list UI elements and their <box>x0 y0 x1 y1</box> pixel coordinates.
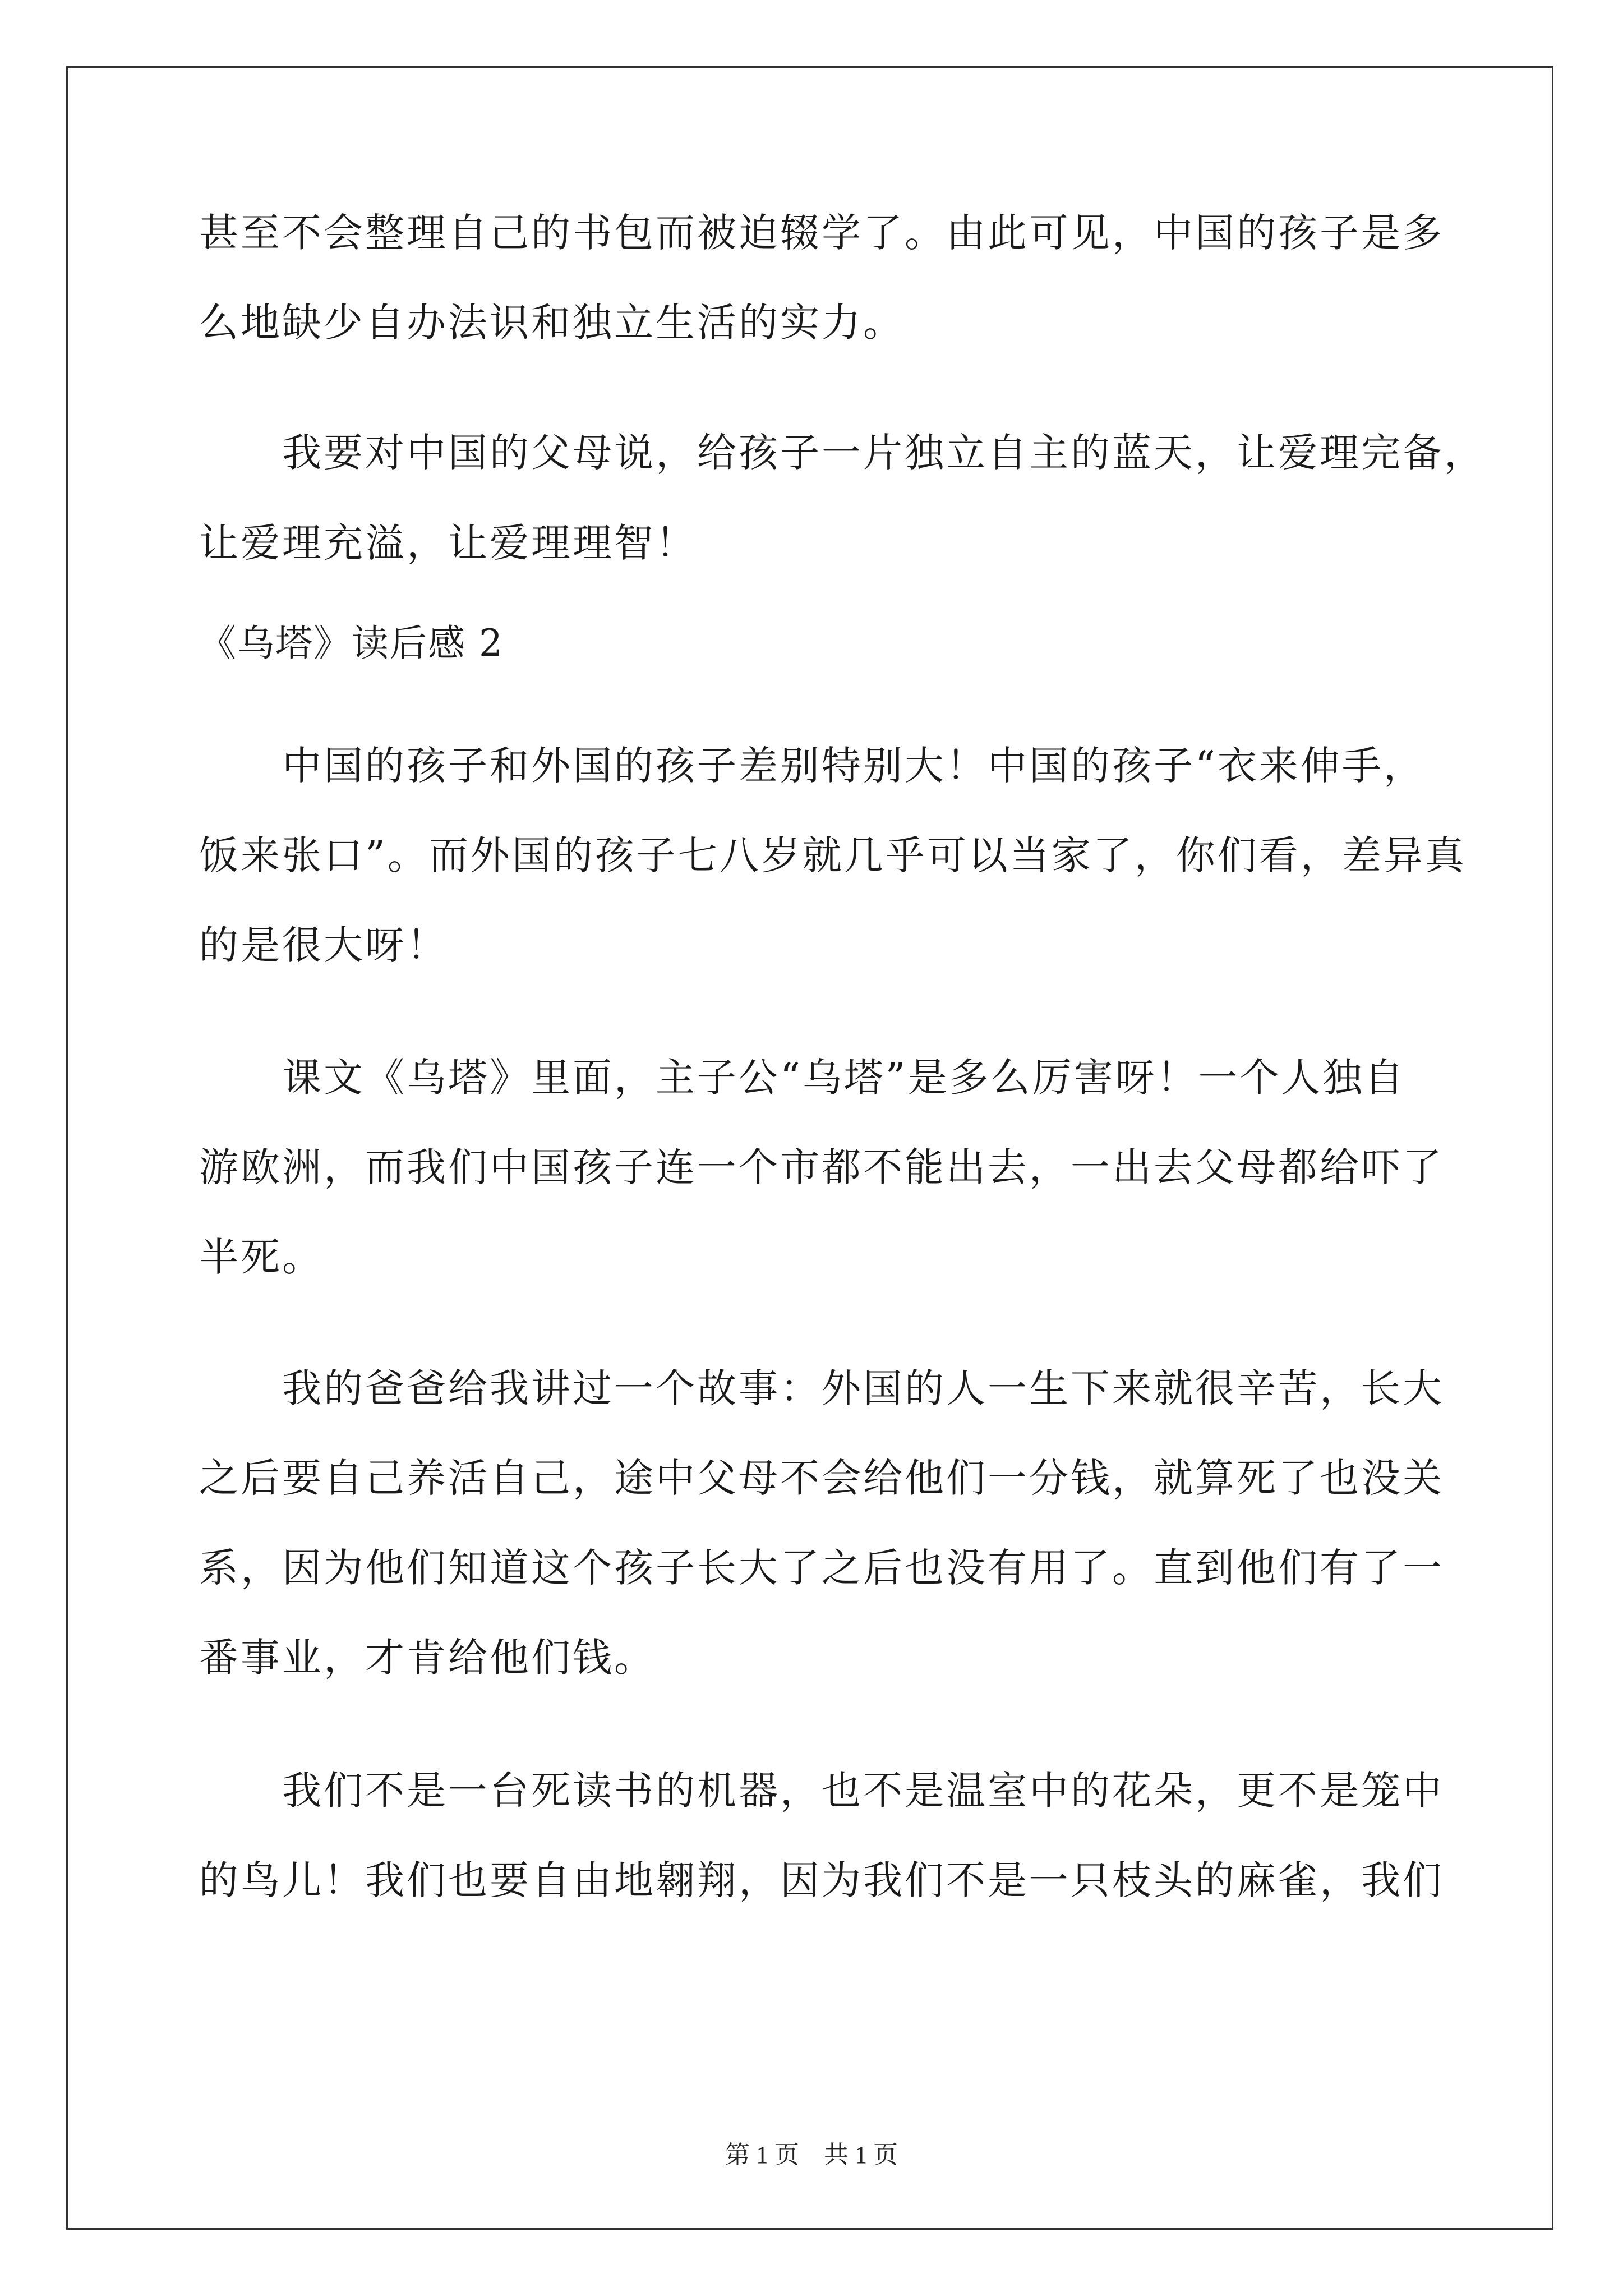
paragraph-line: 之后要自己养活自己，途中父母不会给他们一分钱，就算死了也没关 <box>199 1455 1444 1501</box>
paragraph-line: 游欧洲，而我们中国孩子连一个市都不能出去，一出去父母都给吓了 <box>199 1144 1444 1190</box>
paragraph-line: 系，因为他们知道这个孩子长大了之后也没有用了。直到他们有了一 <box>199 1545 1444 1591</box>
paragraph-line: 让爱理充溢，让爱理理智！ <box>199 520 697 566</box>
paragraph-line: 饭来张口”。而外国的孩子七八岁就几乎可以当家了，你们看，差异真 <box>199 832 1467 878</box>
paragraph-line: 的鸟儿！我们也要自由地翱翔，因为我们不是一只枝头的麻雀，我们 <box>199 1857 1444 1903</box>
paragraph-line: 我的爸爸给我讲过一个故事：外国的人一生下来就很辛苦，长大 <box>282 1365 1444 1411</box>
paragraph-line: 我要对中国的父母说，给孩子一片独立自主的蓝天，让爱理完备， <box>282 430 1486 476</box>
page-footer: 第 1 页 共 1 页 <box>725 2141 898 2169</box>
paragraph-line: 半死。 <box>199 1234 324 1280</box>
paragraph-line: 中国的孩子和外国的孩子差别特别大！中国的孩子“衣来伸手， <box>282 743 1425 789</box>
paragraph-line: 番事业，才肯给他们钱。 <box>199 1635 656 1681</box>
section-heading: 《乌塔》读后感 2 <box>199 622 504 665</box>
paragraph-line: 课文《乌塔》里面，主子公“乌塔”是多么厉害呀！一个人独自 <box>282 1055 1406 1101</box>
paragraph-line: 我们不是一台死读书的机器，也不是温室中的花朵，更不是笼中 <box>282 1768 1444 1814</box>
paragraph-line: 甚至不会整理自己的书包而被迫辍学了。由此可见，中国的孩子是多 <box>199 210 1444 256</box>
paragraph-line: 的是很大呀！ <box>199 922 448 968</box>
paragraph-line: 么地缺少自办法识和独立生活的实力。 <box>199 300 905 346</box>
